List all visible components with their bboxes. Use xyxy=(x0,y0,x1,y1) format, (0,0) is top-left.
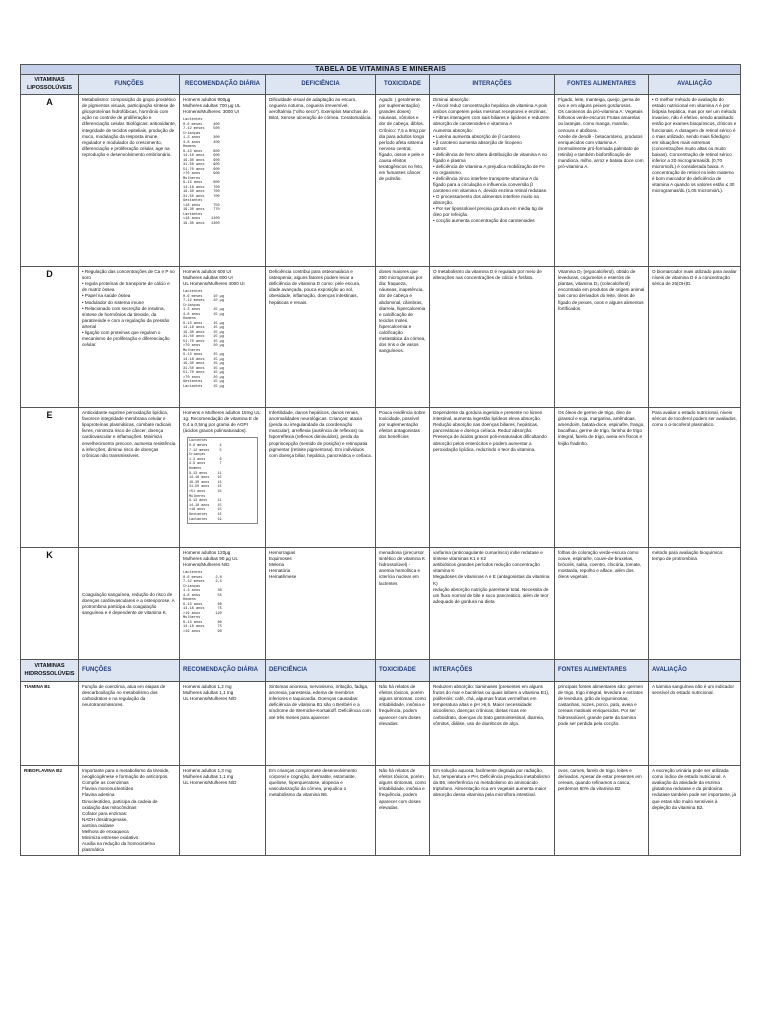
title-row xyxy=(21,65,741,75)
cell-avaliacao: O biomarcador mais utilizado para avaliar níveis de vitamina D é a concentração sérica de 25(OH)D. xyxy=(649,267,741,408)
cell-deficiencia: Sintomas anorexia, nervosismo, irritação, fadiga, anorexia, parestesia, edema de membros inferiores e taquicardia. Doenças causadas: deficiência de vitamina B1 são o Beribéri e a síndrome de Wernicke-Korsakoff. Deficiência com até três meses para aparecer. xyxy=(266,682,376,766)
cell-funcoes: Coagulação sanguínea, redução do risco de doenças cardiovasculares e a osteoporose. A protrombina participa da coagulação sanguínea e é dependente de vitamina K. xyxy=(79,548,180,660)
cell-recomendacao xyxy=(180,408,266,548)
col-header-toxicidade: TOXICIDADE xyxy=(376,660,430,682)
col-header-fontes: FONTES ALIMENTARES xyxy=(555,660,649,682)
vitamins-table xyxy=(20,64,741,856)
cell-toxicidade: doses maiores que 250 microgramas por dia: fraqueza, náuseas, inapetência, dor de cabeça e abdominal, cãimbras, diarreia, hipercalcemia e calcificação de tecidos moles. hipercalcemia e calcificação metastática da córnea, dos rins e de vasos sanguíneos. xyxy=(376,267,430,408)
cell-interacoes: varfarina (anticoagulante cumarínico) inibe redutase e síntese vitaminas K1 e K2 antibióticos grandes períodos redução concentração vitamina K Megadoses de vitaminas A e E (antagonistas da vitamina K) redução absorção nutrição parenteral total. Necessita de um fluxo normal de bile e suco pancreático, além de teor adequado de gordura na dieta xyxy=(430,548,555,660)
cell-funcoes: Função de coenzima, atua em etapas de descarboxilação no metabolismo dos carboidratos e na regulação da neurotransmissores. xyxy=(79,682,180,766)
cell-avaliacao: A tiamina sanguínea não é um indicador sensível do estado nutricional. xyxy=(649,682,741,766)
cell-interacoes: Em solução aquosa: facilmente degrada por radiação, luz, temperatura e PH. Deficiência prejudica metabolismo da B6, interferência no metabolismo do aminoácido triptofano. Alimentação rica em vegetais aumenta maior absorção dessa vitamina pela microflora intestinal. xyxy=(430,766,555,856)
rda-mini-table: Lactentes 0-6 meses 2,0 7-12 meses 2,5 Crianças 1-3 anos 30 4-8 anos 55 Homens 9-13 anos 60 14-18 anos 75 >19 anos 120 Mulheres 9-13 anos 60 14-18 anos 75 >19 anos 90 xyxy=(183,571,222,634)
group-label-liposoluble: VITAMINAS LIPOSSOLÚVEIS xyxy=(21,75,79,95)
row-vitamin-e xyxy=(21,408,741,548)
vitamin-name: D xyxy=(21,267,79,408)
col-header-funcoes: FUNÇÕES xyxy=(79,660,180,682)
cell-fontes: Os óleos de germe de trigo, óleo de girassol e soja, margarina, amêndoas, amendoim, batata-doce, espinafre, frango, bacalhau, germe de trigo, farinha de trigo integral, farelo de trigo, aveia em flocos e feijão fradinho. xyxy=(555,408,649,548)
row-vitamin-k xyxy=(21,548,741,660)
cell-deficiencia: Infertilidade, danos hepáticos, danos renais, anormalidades neurológicas. Crianças: ataxia (perda ou irregularidade da coordenação muscular), arreflexia (ausência de reflexos) ou hiporreflexia (reflexos diminuídos), perda da propriocepção (sentido de posição) e retinopatia pigmentar (retinite pigmentosa). Em indivíduos com doença biliar, hepática, pancreática e celíaca. xyxy=(266,408,376,548)
cell-toxicidade: Não há relatos de efeitos tóxicos, porém alguns sintomas, como irritabilidade, insônia e frequência, podem aparecer com doses elevadas. xyxy=(376,682,430,766)
vitamin-name: A xyxy=(21,95,79,267)
cell-recomendacao xyxy=(180,548,266,660)
recomendacao-text: Homens adultos 120µg Mulheres adultas 90 µg UL Homens/Mulheres N/D xyxy=(183,550,238,568)
cell-deficiencia: Hemorragias Equimoses Melena Hematúria Hematêmese xyxy=(266,548,376,660)
liposoluble-header-row xyxy=(21,75,741,95)
rda-mini-table: Lactentes 0-6 meses 10 µg 7-12 meses 10 µg Crianças 1-3 anos 15 µg 4-8 anos 15 µg Homens 9-13 anos 15 µg 14-18 anos 15 µg 19-30 anos 15 µg 31-50 anos 15 µg 51-70 anos 15 µg >70 anos 20 µg Mulheres 9-13 anos 15 µg 14-18 anos 15 µg 19-30 anos 15 µg 31-50 anos 15 µg 51-70 anos 15 µg >70 anos 20 µg Gestantes 15 µg Lactantes 15 µg xyxy=(183,290,224,389)
cell-deficiencia: Em crianças compromete desenvolvimento corporal e cognição, dermatite, estomatite, queilose, hiperqueratose, alopecia e vascularização da córnea, prejudica o metabolismo da vitamina B6. xyxy=(266,766,376,856)
col-header-funcoes: FUNÇÕES xyxy=(79,75,180,95)
cell-avaliacao: A excreção urinária pode ser utilizada como índice de estado nutricional. A avaliação da atividade da enzima glutationa redutase e da piridoxina redutase também pode ser importante, já que estas são muito sensíveis à depleção da vitamina B2. xyxy=(649,766,741,856)
cell-interacoes: O metabolismo da vitamina D é regulado por meio de alterações nas concentrações de cálcio e fosfato. xyxy=(430,267,555,408)
cell-deficiencia: Dificuldade visual de adaptação ao escuro, cegueira noturna, cegueira irreversível, xeroftalmia ("olho seco"). Exemplos Manchas de Bitot, Xerose ulceração de córnea. Ceratomalácia. xyxy=(266,95,376,267)
col-header-avaliacao: AVALIAÇÃO xyxy=(649,75,741,95)
hydrosoluble-header-row xyxy=(21,660,741,682)
col-header-deficiencia: DEFICIÊNCIA xyxy=(266,75,376,95)
col-header-deficiencia: DEFICIÊNCIA xyxy=(266,660,376,682)
col-header-recomendacao: RECOMENDAÇÃO DIÁRIA xyxy=(180,75,266,95)
vitamin-name: RIBOFLAVINA B2 xyxy=(21,766,79,856)
vitamin-name: E xyxy=(21,408,79,548)
cell-fontes: folhas de coloração verde-escura como couve, espinafre, couve-de-bruxelas, brócolis, salsa, coentro, chicória, tomate, mostarda, repolho e alface, além dos óleos vegetais. xyxy=(555,548,649,660)
col-header-fontes: FONTES ALIMENTARES xyxy=(555,75,649,95)
cell-fontes: ovos, carnes, farelo de trigo, leites e derivados. Apesar de estar presentes em cereais, quando refinamos a casca, perdemos 60% da vitamina B2 xyxy=(555,766,649,856)
col-header-recomendacao: RECOMENDAÇÃO DIÁRIA xyxy=(180,660,266,682)
cell-funcoes: • Regulação das concentrações de Ca e P no soro • regula proteínas de transporte de cálcio e de matriz óssea • Papel na saúde óssea • Modulador do sistema imune • Relacionado com secreção de insulina, síntese de hormônios da tireoide, da paratireoide e com a regulação da pressão arterial • ligação com proteínas que regulam o mecanismo de proliferação e diferenciação celular. xyxy=(79,267,180,408)
cell-interacoes: Dependente da gordura ingerida e presente no lúmen intestinal, aumenta ingestão lipídeos eleva absorção. Redução absorção nas doenças biliares, hepáticas, pancreáticas e doença celíaca. Reduz absorção: Presença de ácidos graxos poli-insaturados dificultando absorção pelos enterócitos e podem aumentar a peroxidação lipídica, reduzindo o teor da vitamina. xyxy=(430,408,555,548)
cell-recomendacao: Homens adultos 1,3 mg Mulheres adultas 1,1 mg UL Homens/Mulheres N/D xyxy=(180,766,266,856)
cell-fontes: principais fontes alimentares são: germen de trigo, trigo integral, levedura e extratos de levedura, grão de leguminosas, castanhas, nozes, porco, pato, aveia e cereais matinais enriquecidos. Por ser hidrossolúvel, grande parte da tiamina pode ser perdida pela cocção. xyxy=(555,682,649,766)
cell-fontes: Fígado, leite, manteiga, queijo, gema de ovo e em alguns peixes gordurosos. Os carotenos da pró-vitamina A: Vegetais folhosos verde-escuros Frutas amarelas ou laranjas, como manga, mamão, cenoura e abóbora. Azeite de dendê - betacaroteno, produtos enriquecidos com vitamina A (normalmente pró-formada palmitato de retinila) e também biofortificação de mandioca, milho, arroz e batata doce com pró-vitamina A. xyxy=(555,95,649,267)
cell-toxicidade: Agudo: ( geralmente por suplementação) grandes doses) náuseas, vômitos e dor de cabeça, diblos. Crônico: 7,5 a 9mg por dia para adultos longo período afeta sistema nervoso central, fígado, ossos e pele e causa efeitos teratogênicos no feto, em fumantes câncer de pulmão. xyxy=(376,95,430,267)
recomendacao-text: Homens adultos 900µg Mulheres adultas 700 µg UL Homens/Mulheres: 3000 UI xyxy=(183,97,241,115)
cell-funcoes: Metabolismo: composição do grupo prostético de pigmentos visuais, participação síntese de glicoproteínas hidrofóbicas, hormônio com ação no controle de proliferação e diferenciação celular. Biológicas: antioxidante, integridade de tecidos epiteliais, produção de muco, modulação da resposta imune, regulador e modulador do crescimento, diferenciação e proliferação celular, age na reprodução e desenvolvimento embrionário. xyxy=(79,95,180,267)
col-header-interacoes: INTERAÇÕES xyxy=(430,660,555,682)
cell-recomendacao: Homens adultos 1,2 mg Mulheres adultas 1,1 mg UL Homens/Mulheres N/D xyxy=(180,682,266,766)
cell-fontes: Vitamina D₂ (ergocalciferol), obtido de leveduras, cogumelos e esteróis de plantas, vitamina D₃ (colecalciferol) encontrada em produtos de origem animal tais como derivados do leite, óleos de fígado de peixes, ovos e alguns alimentos fortificados. xyxy=(555,267,649,408)
vitamin-name: TIAMINA B1 xyxy=(21,682,79,766)
cell-interacoes: Reduzem absorção: tiaminases (presentes em alguns frutos do mar e bactérias ou quais inibem a vitamina B1), polifenóis: café, chá, algumas frutas vermelhas em temperatura altas e pH >6,5. Maior necessidade: alcoolismo, doenças crônicas, dietas ricas em carboidrato, doenças do trato gastrointestinal, diarreia, vômitos, diálise, uso de diuréticos de alça. xyxy=(430,682,555,766)
table-title: TABELA DE VITAMINAS E MINERAIS xyxy=(21,65,741,75)
row-vitamin-b1 xyxy=(21,682,741,766)
cell-avaliacao: Para avaliar o estado nutricional, níveis séricos de tocoferol podem ser avaliados, como o α-tocoferol plasmático. xyxy=(649,408,741,548)
cell-recomendacao xyxy=(180,95,266,267)
cell-recomendacao xyxy=(180,267,266,408)
cell-toxicidade: menadiona (precursor sintético de vitamina K hidrossolúvel) - anemia hemolítica e icterícia nuclear em lactentes xyxy=(376,548,430,660)
cell-toxicidade: Não há relatos de efeitos tóxicos, porém alguns sintomas, como irritabilidade, insônia e frequência, podem aparecer com doses elevadas. xyxy=(376,766,430,856)
row-vitamin-b2 xyxy=(21,766,741,856)
vitamin-name: K xyxy=(21,548,79,660)
rda-mini-table: Lactentes 0-6 meses 400 7-12 meses 500 Crianças 1-3 anos 300 4-8 anos 400 Homens 9-13 anos 600 14-18 anos 900 19-30 anos 900 31-50 anos 900 51-70 anos 900 >70 anos 900 Mulheres 9-13 anos 600 14-18 anos 700 19-30 anos 700 31-50 anos 700 Gestantes <18 anos 750 19-30 anos 770 Lactantes <18 anos 1200 19-30 anos 1300 xyxy=(183,118,220,226)
cell-avaliacao: • O melhor método de avaliação do estado nutricional em vitamina A é por biópsia hepática, mas por ser um método invasivo, não é efetivo, sendo analisado então por exames bioquímicos, clínicos e funcionais. A dosagem de retinol sérico é o mais utilizado, sendo mais fidedigno em situações mais extremas (concentrações muito altas ou muito baixas). Concentração de retinol sérico inferior a 20 microgramas/dL (0,70 micromol/L) é considerada baixa. A concentração de retinol no leite materno é bom marcador de deficiência de vitamina A quando os valores estão ≤ 30 microgramas/dL (1,05 micromol/L). xyxy=(649,95,741,267)
recomendacao-text: Homens adultos 600 UI Mulheres adultas 600 UI UL Homens/Mulheres 4000 UI xyxy=(183,269,245,287)
cell-toxicidade: Pouca evidência sobre toxicidade, possível por suplementação efeitos antagonistas dos benefícios xyxy=(376,408,430,548)
cell-funcoes: Antioxidante suprime peroxidação lipídica, favorece integridade membrana celular e lipoproteínas plasmáticas, combate radicais livres, minimiza risco de câncer, doença cardiovascular e inflamações. Minimiza envelhecimento precoce, aumenta resistência a infecções, diminui risco de doenças crônicas não transmissíveis. xyxy=(79,408,180,548)
col-header-toxicidade: TOXICIDADE xyxy=(376,75,430,95)
cell-funcoes: Importante para o metabolismo da tireoide, neoglicogênese e formação de anticorpos. Compõe as coenzimas Flavina mononucleotídeo Flavina adenina Dinucleotídeo, participa da cadeia de oxidação das mitocôndrias Cofator para enzimas: NADH desidrogenase, xantina oxidase Melhora de enxaqueca Minimiza estresse oxidativo Auxilia na redução da homocisteína plasmática xyxy=(79,766,180,856)
cell-interacoes: Diminui absorção: • Álcool reduz concentração hepática de vitamina A pois ambos competem pelas mesmas receptores e enzimas. • Fibras interagem com sais biliares e lipídeos e reduzem absorção de carotenoides e vitamina A Aumenta absorção: • Luteína aumenta absorção de β caroteno • β caroteno aumenta absorção de licopeno outros: • deficiência de ferro altera distribuição de vitamina A no fígado e plasma • deficiência de vitamina A prejudica mobilização de Fe no organismo. • deficiência zinco interfere transporte vitamina A do fígado para a circulação e influencia conversão β caroteno em vitamina A, devido enzima retinal redutase. • O processamento dos alimentos interfere muito na absorção. • Por ser lipossolúvel precisa gordura em média 5g de óleo por refeição. • cocção aumenta concentração dos carotenoides xyxy=(430,95,555,267)
row-vitamin-a xyxy=(21,95,741,267)
cell-deficiencia: Deficiência contribui para osteomalácia e osteopenia; alguns fatores podem levar a deficiência de vitamina D como: pele escura, idade avançada, pouca exposição ao sol, obesidade, inflamação, doenças intestinais, hepáticas e renais. xyxy=(266,267,376,408)
recomendacao-text: Homens e Mulheres adultos 15mg UL: 1g. Recomendação de vitamina E de 0,4 a 0,5mg por grama de AGPI (ácidos graxos polinsaturados). xyxy=(183,410,262,434)
col-header-avaliacao: AVALIAÇÃO xyxy=(649,660,741,682)
cell-avaliacao: método para avaliação bioquímica: tempo de protrombina xyxy=(649,548,741,660)
col-header-interacoes: INTERAÇÕES xyxy=(430,75,555,95)
group-label-hydrosoluble: VITAMINAS HIDROSSOLÚVEIS xyxy=(21,660,79,682)
row-vitamin-d xyxy=(21,267,741,408)
rda-mini-table: Lactentes 0-6 meses 4 7-12 meses 5 Crianças 1-3 anos 6 4-8 anos 7 Homens 9-13 anos 11 14-18 anos 15 19-30 anos 15 31-50 anos 15 >51 anos 15 Mulheres 9-13 anos 11 14-18 anos 15 >19 anos 15 Gestantes 15 Lactantes 19 xyxy=(187,437,258,524)
